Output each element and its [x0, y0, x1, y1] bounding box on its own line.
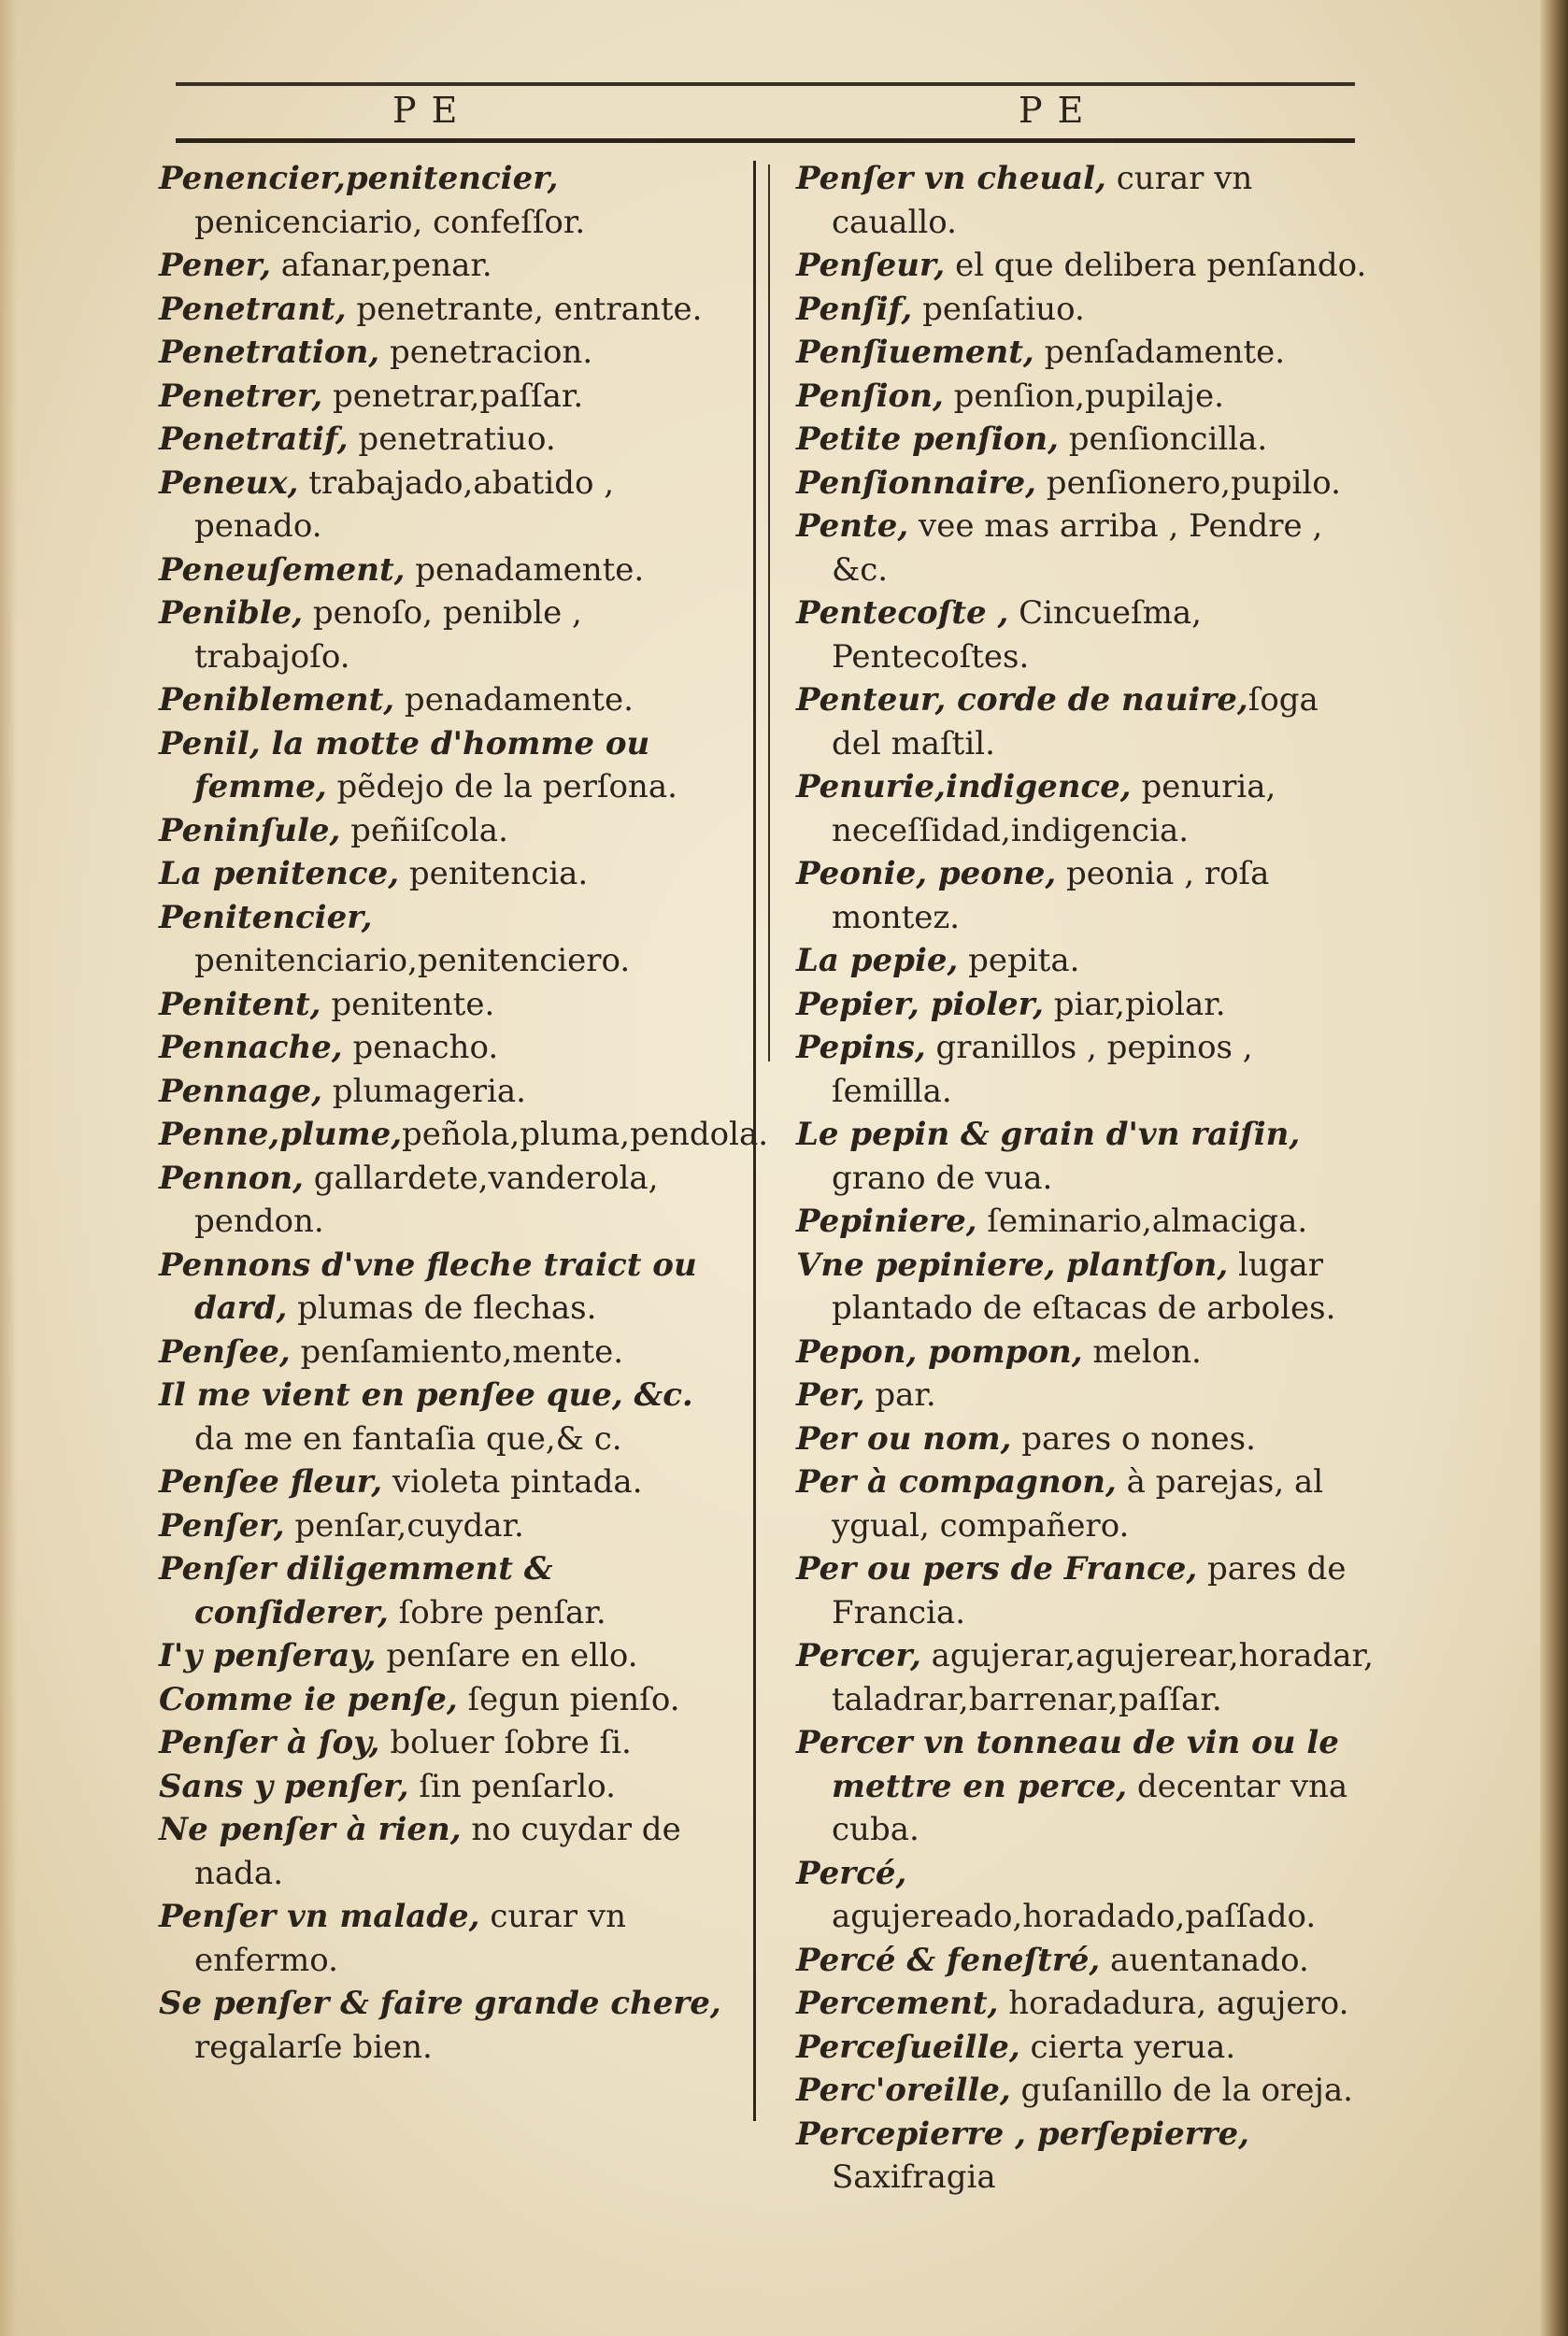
translation: penſion,pupilaje. [943, 377, 1224, 415]
translation: violeta pintada. [382, 1463, 643, 1501]
dictionary-entry [159, 1808, 740, 1895]
dictionary-entry [796, 375, 1376, 419]
headword: Peneuſement, [159, 550, 406, 589]
dictionary-entry [796, 765, 1376, 852]
headword: Comme ie penſe, [159, 1680, 458, 1718]
dictionary-entry [796, 678, 1376, 765]
dictionary-entry [796, 939, 1376, 983]
headword: La penitence, [159, 855, 400, 892]
headword: La pepie, [796, 942, 959, 979]
dictionary-entry [159, 418, 740, 462]
dictionary-entry [159, 1678, 740, 1722]
headword: Penſer diligemment & conſiderer, [159, 1550, 553, 1631]
dictionary-entry [159, 288, 740, 332]
headword: Percé, [796, 1854, 907, 1892]
dictionary-entry [159, 678, 740, 722]
translation: pepita. [958, 942, 1080, 979]
translation: penoſo, penible , trabajoſo. [194, 594, 582, 676]
dictionary-entry [796, 1026, 1376, 1113]
headword: Peniblement, [159, 681, 395, 719]
translation: Cincueſma, Pentecoſtes. [832, 594, 1202, 676]
dictionary-entry [796, 1939, 1376, 1983]
book-binding [1540, 0, 1568, 2336]
dictionary-entry [159, 1982, 740, 2069]
dictionary-entry [159, 1026, 740, 1070]
dictionary-entry [159, 331, 740, 375]
headword: Pepins, [796, 1029, 926, 1066]
dictionary-entry [796, 1417, 1376, 1461]
translation: piar,piolar. [1043, 985, 1226, 1023]
headword: Pepon, pompon, [796, 1332, 1083, 1371]
translation: regalarſe bien. [194, 2028, 433, 2066]
translation: penetrar,paſſar. [322, 377, 584, 415]
headword: Penſer vn cheual, [796, 160, 1106, 197]
translation: penicenciario, confeſſor. [194, 203, 586, 241]
dictionary-entry [159, 1070, 740, 1114]
headword: Penetrant, [159, 290, 347, 328]
dictionary-entry [796, 1374, 1376, 1417]
headword: Penil, la motte d'homme ou femme, [159, 724, 650, 805]
translation: peñola,pluma,pendola. [402, 1116, 769, 1153]
translation: decentar vna cuba. [832, 1767, 1348, 1848]
dictionary-entry [796, 1113, 1376, 1200]
translation: penitencia. [399, 855, 589, 892]
translation: afanar,penar. [270, 247, 492, 284]
headword: Percé & feneſtré, [796, 1941, 1101, 1979]
headword: Pentecoſte , [796, 594, 1009, 632]
headword: Peonie, peone, [796, 855, 1057, 892]
translation: penitenciario,penitenciero. [194, 942, 631, 979]
translation: ſeminario,almaciga. [976, 1203, 1308, 1240]
translation: penadamente. [405, 550, 645, 589]
dictionary-entry [159, 1547, 740, 1634]
dictionary-entry [159, 1331, 740, 1375]
dictionary-entry [159, 462, 740, 548]
dictionary-entry [796, 462, 1376, 506]
translation: vee mas arriba , Pendre , &c. [832, 507, 1323, 589]
headword: I'y penſeray, [159, 1637, 377, 1674]
headword: Sans y penſer, [159, 1767, 409, 1805]
headword: Penſee fleur, [159, 1463, 383, 1501]
headword: Penencier,penitencier, [159, 160, 559, 197]
headword: Peneux, [159, 463, 299, 502]
dictionary-entry [159, 852, 740, 896]
translation: Saxifragia [832, 2158, 996, 2196]
dictionary-entry [159, 591, 740, 678]
translation: boluer ſobre ſi. [379, 1724, 632, 1761]
translation: lugar plantado de eſtacas de arboles. [832, 1246, 1336, 1327]
translation: penſare en ello. [376, 1637, 638, 1674]
headword: Penetrer, [159, 377, 323, 415]
headword: Penne,plume, [159, 1116, 403, 1153]
translation: ſin penſarlo. [408, 1767, 616, 1805]
dictionary-entry [796, 418, 1376, 462]
translation: pares o nones. [1011, 1419, 1256, 1458]
translation: penuria, neceſſidad,indigencia. [832, 768, 1276, 849]
translation: penſamiento,mente. [290, 1332, 624, 1371]
dictionary-entry [796, 288, 1376, 332]
headword: Le pepin & grain d'vn raiſin, [796, 1116, 1301, 1153]
headword: Ne penſer à rien, [159, 1811, 462, 1848]
translation: plumageria. [322, 1072, 526, 1110]
dictionary-entry [159, 1113, 769, 1157]
headword: Perc'oreille, [796, 2072, 1011, 2109]
headword: Perceſueille, [796, 2028, 1020, 2066]
header-rule-top [176, 82, 1355, 86]
headword: Penſer vn malade, [159, 1898, 480, 1935]
dictionary-entry [159, 1157, 740, 1244]
dictionary-entry [159, 1895, 740, 1982]
headword: Penſif, [796, 290, 913, 328]
dictionary-entry [796, 244, 1376, 288]
headword: Penetration, [159, 334, 380, 371]
dictionary-entry [159, 157, 740, 244]
headword: Penetratif, [159, 420, 349, 458]
dictionary-entry [159, 722, 740, 809]
dictionary-entry [796, 331, 1376, 375]
translation: ſegun pienſo. [457, 1680, 680, 1718]
headword: Penſer, [159, 1506, 285, 1545]
translation: cierta yerua. [1019, 2028, 1236, 2066]
translation: penadamente. [394, 681, 634, 719]
dictionary-entry [796, 1634, 1376, 1721]
translation: curar vn enfermo. [194, 1898, 626, 1979]
dictionary-entry [159, 983, 740, 1027]
translation: peonia , roſa montez. [832, 855, 1270, 936]
dictionary-entry [796, 983, 1376, 1027]
translation: melon. [1082, 1332, 1202, 1371]
dictionary-entry [796, 2026, 1376, 2070]
translation: à parejas, al ygual, compañero. [832, 1463, 1324, 1545]
dictionary-entry [159, 548, 740, 592]
headword: Pennage, [159, 1072, 322, 1110]
translation: granillos , pepinos , ſemilla. [832, 1029, 1253, 1110]
dictionary-entry [159, 244, 740, 288]
headword: Pennon, [159, 1159, 304, 1197]
translation: trabajado,abatido , penado. [194, 463, 615, 545]
dictionary-entry [159, 1460, 740, 1504]
headword: Penſeur, [796, 247, 946, 284]
dictionary-entry [796, 1721, 1376, 1852]
headword: Penible, [159, 594, 304, 632]
translation: penſatiuo. [912, 290, 1085, 328]
headword: Percepierre , perſepierre, [796, 2115, 1250, 2153]
dictionary-entry [796, 157, 1376, 244]
headword: Penſee, [159, 1332, 291, 1371]
translation: no cuydar de nada. [194, 1811, 681, 1892]
translation: auentanado. [1100, 1941, 1309, 1979]
dictionary-entry [159, 1504, 740, 1548]
headword: Penſion, [796, 377, 944, 415]
running-head-right: PE [1019, 90, 1099, 131]
headword: Percement, [796, 1985, 999, 2022]
translation: horadadura, agujero. [998, 1985, 1349, 2022]
headword: Il me vient en penſee que, &c. [159, 1376, 693, 1414]
headword: Vne pepiniere, plantſon, [796, 1246, 1229, 1284]
dictionary-entry [159, 1244, 740, 1331]
translation: ſoga del maſtil. [832, 681, 1319, 762]
dictionary-entry [159, 1634, 740, 1678]
dictionary-entry [796, 1982, 1376, 2026]
translation: penſadamente. [1033, 334, 1286, 371]
dictionary-entry [796, 2069, 1376, 2113]
translation: par. [864, 1376, 936, 1414]
dictionary-entry [796, 1331, 1376, 1375]
headword: Peninſule, [159, 811, 341, 849]
headword: Percer vn tonneau de vin ou le mettre en perce, [796, 1724, 1339, 1805]
dictionary-entry [796, 1200, 1376, 1244]
translation: ſobre penſar. [388, 1593, 606, 1631]
headword: Penitencier, [159, 898, 373, 936]
headword: Per ou nom, [796, 1419, 1012, 1458]
translation: pẽdejo de la perſona. [326, 768, 677, 805]
headword: Percer, [796, 1637, 921, 1674]
dictionary-entry [159, 1721, 740, 1765]
translation: gallardete,vanderola, pendon. [194, 1159, 659, 1240]
headword: Penſiuement, [796, 334, 1034, 371]
headword: Pennons d'vne fleche traict ou dard, [159, 1246, 697, 1327]
headword: Per ou pers de France, [796, 1550, 1198, 1588]
translation: penetrante, entrante. [346, 290, 703, 328]
headword: Per, [796, 1376, 865, 1414]
translation: penetracion. [379, 334, 593, 371]
dictionary-entry [796, 1852, 1376, 1939]
headword: Penurie,indigence, [796, 768, 1132, 805]
headword: Penſionnaire, [796, 463, 1036, 502]
headword: Se penſer & faire grande chere, [159, 1985, 721, 2022]
headword: Pennache, [159, 1029, 343, 1066]
translation: el que delibera penſando. [945, 247, 1367, 284]
dictionary-entry [796, 1244, 1376, 1331]
headword: Per à compagnon, [796, 1463, 1117, 1501]
translation: grano de vua. [832, 1159, 1053, 1197]
headword: Pepier, pioler, [796, 985, 1044, 1023]
translation: plumas de flechas. [287, 1289, 597, 1327]
translation: peñiſcola. [340, 811, 508, 849]
dictionary-entry [159, 1765, 740, 1809]
translation: penetratiuo. [348, 420, 556, 458]
translation: penitente. [321, 985, 495, 1023]
headword: Pener, [159, 247, 271, 284]
translation: curar vn cauallo. [832, 160, 1253, 241]
translation: penſar,cuydar. [284, 1506, 524, 1545]
page-edge [0, 0, 17, 2336]
translation: penacho. [342, 1029, 499, 1066]
translation: agujereado,horadado,paſſado. [832, 1898, 1317, 1935]
left-column [159, 157, 769, 2069]
dictionary-entry [796, 852, 1376, 939]
headword: Pepiniere, [796, 1203, 977, 1240]
dictionary-entry [159, 896, 740, 983]
dictionary-entry [159, 1374, 740, 1460]
dictionary-entry [796, 1547, 1376, 1634]
dictionary-entry [796, 505, 1376, 591]
headword: Penſer à ſoy, [159, 1724, 380, 1761]
column-divider-secondary [768, 164, 770, 1061]
translation: penſionero,pupilo. [1036, 463, 1341, 502]
dictionary-entry [159, 375, 740, 419]
headword: Pente, [796, 507, 909, 545]
dictionary-entry [796, 591, 1376, 678]
headword: Penteur, corde de nauire, [796, 681, 1248, 719]
headword: Penitent, [159, 985, 321, 1023]
header-rule-bottom [176, 138, 1355, 143]
right-column [796, 157, 1376, 2200]
translation: agujerar,agujerear,horadar, taladrar,barrenar,paſſar. [832, 1637, 1374, 1718]
translation: pares de Francia. [832, 1550, 1347, 1631]
dictionary-entry [796, 2113, 1376, 2200]
translation: penſioncilla. [1058, 420, 1268, 458]
dictionary-entry [796, 1460, 1376, 1547]
headword: Petite penſion, [796, 420, 1059, 458]
running-head-left: PE [392, 90, 473, 131]
dictionary-entry [159, 809, 740, 853]
translation: guſanillo de la oreja. [1010, 2072, 1353, 2109]
translation: da me en fantaſia que,& c. [194, 1419, 622, 1458]
